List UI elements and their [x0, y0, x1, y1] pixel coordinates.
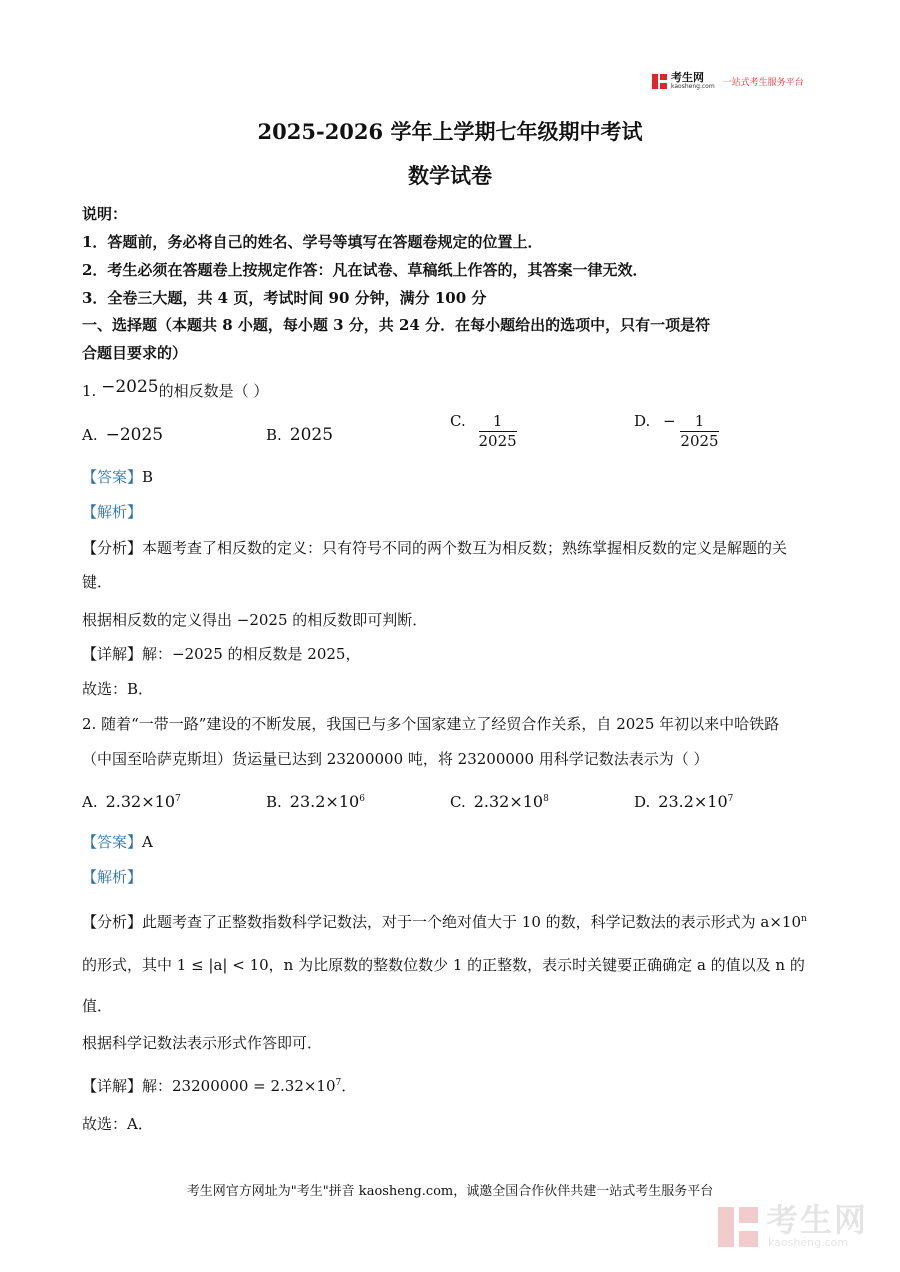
q2-option-d: D. $23.2\times 10^7$: [634, 792, 734, 811]
kaosheng-logo-icon: [652, 74, 667, 89]
instructions-heading: 说明：: [82, 205, 128, 223]
watermark: [718, 1201, 869, 1249]
q1-answer: [82, 467, 153, 487]
q2-option-c: C. $2.32\times 10^8$: [450, 792, 549, 811]
q1-detail: 【详解】解：−2025 的相反数是 2025，: [82, 645, 361, 663]
section-heading-cont: 合题目要求的）: [82, 344, 188, 362]
question-number: 1.: [82, 382, 97, 400]
fenxi-tag: 【分析】: [82, 913, 143, 931]
section-heading: 一、选择题（本题共 8 小题，每小题 3 分，共 24 分．在每小题给出的选项中，只有一项是符: [82, 316, 711, 334]
question-1: [82, 377, 269, 401]
question-2-cont: （中国至哈萨克斯坦）货运量已达到 23200000 吨，将 23200000 用科学记数法表示为（ ）: [82, 750, 709, 768]
page-footer: 考生网官方网址为"考生"拼音 kaosheng.com，诚邀全国合作伙伴共建一站式考生服务平台: [186, 1184, 714, 1199]
header-logo: [652, 72, 804, 90]
kaosheng-watermark-icon: [718, 1207, 758, 1247]
q1-fenxi-cont: 键．: [82, 573, 113, 591]
q1-option-c: C. $\frac{1}{2025}$: [450, 411, 517, 450]
fraction: $\frac{1}{2025}$: [680, 412, 719, 450]
exam-title: 2025-2026 学年上学期七年级期中考试: [257, 119, 643, 144]
q1-option-b: B. 2025: [266, 425, 334, 445]
fraction: $\frac{1}{2025}$: [478, 412, 517, 450]
q1-option-a: A. −2025: [82, 425, 164, 445]
instruction-item: 1．答题前，务必将自己的姓名、学号等填写在答题卷规定的位置上．: [82, 233, 543, 251]
q2-answer: [82, 832, 153, 852]
q2-choice: 故选：A．: [82, 1115, 153, 1133]
logo-name: 考生网: [671, 71, 704, 84]
fenxi-tag: 【分析】: [82, 539, 143, 557]
q2-option-b: B. $23.2\times 10^6$: [266, 792, 365, 811]
q1-option-d: D. − $\frac{1}{2025}$: [634, 411, 719, 450]
answer-tag: 【答案】: [82, 833, 143, 851]
q1-choice: 故选：B．: [82, 680, 154, 698]
q1-basis: 根据相反数的定义得出 −2025 的相反数即可判断．: [82, 611, 428, 629]
watermark-domain: kaosheng.com: [768, 1236, 849, 1249]
logo-domain: kaosheng.com: [671, 83, 715, 90]
q2-fenxi: 【分析】此题考查了正整数指数科学记数法，对于一个绝对值大于 10 的数，科学记数法的表示形式为 $a\times 10^n$: [82, 913, 807, 931]
watermark-name: 考生网: [766, 1201, 869, 1239]
exam-subtitle: 数学试卷: [408, 163, 492, 188]
q2-basis: 根据科学记数法表示形式作答即可．: [82, 1034, 323, 1052]
detail-tag: 【详解】: [82, 645, 143, 663]
q2-detail: 【详解】解：$23200000 = 2.32\times 10^7$．: [82, 1077, 357, 1095]
question-2: 2. 随着“一带一路”建设的不断发展，我国已与多个国家建立了经贸合作关系，自 2025 年初以来中哈铁路: [82, 715, 780, 733]
answer-value: B: [142, 468, 154, 486]
analysis-tag: 【解析】: [82, 868, 143, 886]
instruction-item: 3．全卷三大题，共 4 页，考试时间 90 分钟，满分 100 分: [82, 289, 487, 307]
q2-fenxi-cont: 的形式，其中 1 ≤ |a| < 10，n 为比原数的整数位数少 1 的正整数，表示时关键要正确确定 a 的值以及 n 的: [82, 956, 805, 974]
q1-fenxi: 【分析】本题考查了相反数的定义：只有符号不同的两个数互为相反数；熟练掌握相反数的定义是解题的关: [82, 539, 788, 557]
q2-fenxi-cont2: 值．: [82, 997, 113, 1015]
q2-option-a: A. $2.32\times 10^7$: [82, 792, 181, 811]
instruction-item: 2．考生必须在答题卷上按规定作答：凡在试卷、草稿纸上作答的，其答案一律无效．: [82, 261, 648, 279]
question-text: 的相反数是（ ）: [158, 382, 269, 400]
detail-tag: 【详解】: [82, 1077, 143, 1095]
answer-tag: 【答案】: [82, 468, 143, 486]
answer-value: A: [142, 833, 153, 851]
logo-slogan: 一站式考生服务平台: [722, 77, 804, 88]
question-expression: −2025: [101, 377, 159, 397]
analysis-tag: 【解析】: [82, 503, 143, 521]
